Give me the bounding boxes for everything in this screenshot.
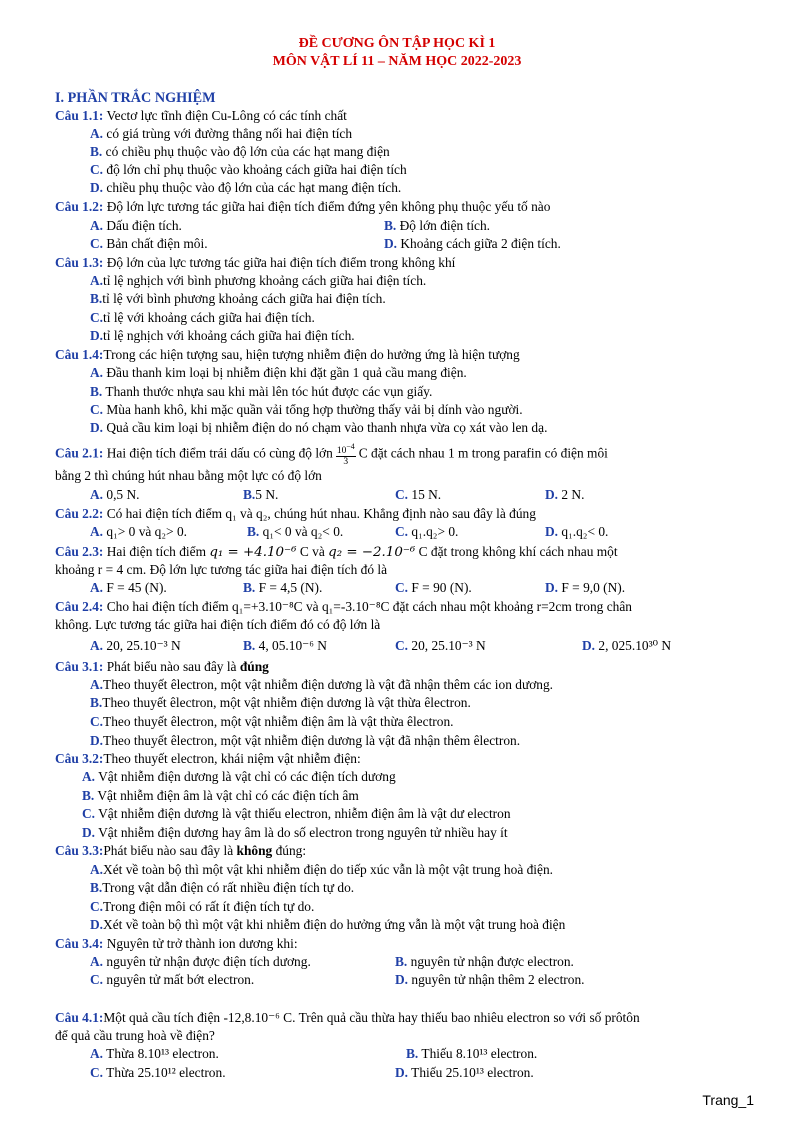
- option: C. Mùa hanh khô, khi mặc quần vải tổng hợp thường thấy vải bị dính vào người.: [90, 402, 523, 417]
- option: D.Xét về toàn bộ thì một vật khi nhiễm điện do hưởng ứng vẫn là một vật trung hoà điện: [90, 917, 566, 932]
- option: A. Thừa 8.10¹³ electron.: [90, 1046, 219, 1061]
- option: C. Bản chất điện môi.: [90, 236, 208, 251]
- question-3-3: Câu 3.3:Phát biểu nào sau đây là không đúng:: [55, 843, 307, 858]
- option: B. nguyên tử nhận được electron.: [395, 954, 574, 969]
- option: B.Theo thuyết êlectron, một vật nhiễm điện dương là vật thừa êlectron.: [90, 695, 471, 710]
- option: A. Đầu thanh kim loại bị nhiễm điện khi đặt gần 1 quả cầu mang điện.: [90, 365, 467, 380]
- question-2-3: Câu 2.3: Hai điện tích điểm q₁ = +4.10⁻⁶ C và q₂ = −2.10⁻⁶ C đặt trong không khí cách nhau một: [55, 544, 618, 560]
- question-2-1-cont: bằng 2 thì chúng hút nhau bằng một lực có độ lớn: [55, 468, 322, 483]
- option: B. Vật nhiễm điện âm là vật chỉ có các điện tích âm: [82, 788, 359, 803]
- option: B.Trong vật dẫn điện có rất nhiều điện tích tự do.: [90, 880, 355, 895]
- question-1-3: Câu 1.3: Độ lớn của lực tương tác giữa hai điện tích điểm trong không khí: [55, 255, 456, 270]
- doc-subtitle: MÔN VẬT LÍ 11 – NĂM HỌC 2022-2023: [272, 54, 522, 69]
- option: B. có chiều phụ thuộc vào độ lớn của các hạt mang điện: [90, 144, 390, 159]
- doc-title: ĐỀ CƯƠNG ÔN TẬP HỌC KÌ 1: [298, 36, 496, 51]
- option: A. có giá trùng với đường thẳng nối hai điện tích: [90, 126, 353, 141]
- option: C.Trong điện môi có rất ít điện tích tự do.: [90, 899, 315, 914]
- question-1-4: Câu 1.4:Trong các hiện tượng sau, hiện tượng nhiễm điện do hưởng ứng là hiện tượng: [55, 347, 520, 362]
- option: B. q₁< 0 và q₂< 0.: [247, 524, 344, 539]
- option: D.Theo thuyết êlectron, một vật nhiễm điện dương là vật đã nhận thêm êlectron.: [90, 733, 521, 748]
- option: D. 2, 025.10³⁰ N: [582, 638, 672, 653]
- option: A.Xét về toàn bộ thì một vật khi nhiễm điện do tiếp xúc vẫn là một vật trung hoà điện.: [90, 862, 554, 877]
- option: C. độ lớn chỉ phụ thuộc vào khoảng cách giữa hai điện tích: [90, 162, 407, 177]
- question-1-1: Câu 1.1: Vectơ lực tĩnh điện Cu-Lông có các tính chất: [55, 108, 347, 123]
- option: D. q₁.q₂< 0.: [545, 524, 609, 539]
- option: C. 15 N.: [395, 487, 442, 502]
- option: C.tỉ lệ với khoảng cách giữa hai điện tích.: [90, 310, 315, 325]
- option: D. nguyên tử nhận thêm 2 electron.: [395, 972, 585, 987]
- option: B. 4, 05.10⁻⁶ N: [243, 638, 327, 653]
- question-4-1: Câu 4.1:Một quả cầu tích điện -12,8.10⁻⁶ C. Trên quả cầu thừa hay thiếu bao nhiêu electron so với số prôtôn: [55, 1010, 640, 1025]
- option: C. Vật nhiễm điện dương là vật thiếu electron, nhiễm điện âm là vật dư electron: [82, 806, 511, 821]
- option: B.5 N.: [243, 487, 279, 502]
- option: B. Thanh thước nhựa sau khi mài lên tóc hút được các vụn giấy.: [90, 384, 433, 399]
- question-3-4: Câu 3.4: Nguyên tử trở thành ion dương khi:: [55, 936, 298, 951]
- question-2-4-cont: không. Lực tương tác giữa hai điện tích điểm đó có độ lớn là: [55, 617, 381, 632]
- option: A. 20, 25.10⁻³ N: [90, 638, 181, 653]
- option: D. Thiếu 25.10¹³ electron.: [395, 1065, 534, 1080]
- fraction: $\frac{10^{-4}}{3}$: [336, 442, 355, 468]
- option: B. F = 4,5 (N).: [243, 580, 323, 595]
- option: C. F = 90 (N).: [395, 580, 472, 595]
- option: C. Thừa 25.10¹² electron.: [90, 1065, 226, 1080]
- option: A. Vật nhiễm điện dương là vật chỉ có các điện tích dương: [82, 769, 396, 784]
- option: A. Dấu điện tích.: [90, 218, 182, 233]
- option: C.Theo thuyết êlectron, một vật nhiễm điện âm là vật thừa êlectron.: [90, 714, 454, 729]
- option: B. Độ lớn điện tích.: [384, 218, 491, 233]
- option: A. F = 45 (N).: [90, 580, 167, 595]
- option: A.Theo thuyết êlectron, một vật nhiễm điện dương là vật đã nhận thêm các ion dương.: [90, 677, 554, 692]
- option: D. Khoảng cách giữa 2 điện tích.: [384, 236, 561, 251]
- option: D.tỉ lệ nghịch với khoảng cách giữa hai điện tích.: [90, 328, 355, 343]
- option: D. 2 N.: [545, 487, 585, 502]
- option: D. F = 9,0 (N).: [545, 580, 626, 595]
- question-2-2: Câu 2.2: Có hai điện tích điểm q₁ và q₂, chúng hút nhau. Khẳng định nào sau đây là đúng: [55, 506, 536, 521]
- option: D. chiều phụ thuộc vào độ lớn của các hạt mang điện tích.: [90, 180, 402, 195]
- question-3-2: Câu 3.2:Theo thuyết electron, khái niệm vật nhiễm điện:: [55, 751, 361, 766]
- option: C. nguyên tử mất bớt electron.: [90, 972, 255, 987]
- option: C. q₁.q₂> 0.: [395, 524, 459, 539]
- option: B. Thiếu 8.10¹³ electron.: [406, 1046, 538, 1061]
- question-2-3-cont: khoảng r = 4 cm. Độ lớn lực tương tác giữa hai điện tích đó là: [55, 562, 388, 577]
- option: D. Quả cầu kim loại bị nhiễm điện do nó chạm vào thanh nhựa vừa cọ xát vào len dạ.: [90, 420, 548, 435]
- option: C. 20, 25.10⁻³ N: [395, 638, 486, 653]
- option: A. nguyên tử nhận được điện tích dương.: [90, 954, 311, 969]
- option: A. 0,5 N.: [90, 487, 140, 502]
- question-2-4: Câu 2.4: Cho hai điện tích điểm q₁=+3.10⁻⁸C và q₁=-3.10⁻⁸C đặt cách nhau một khoảng r=2cm trong chân: [55, 599, 632, 614]
- option: A.tỉ lệ nghịch với bình phương khoảng cách giữa hai điện tích.: [90, 273, 427, 288]
- question-1-2: Câu 1.2: Độ lớn lực tương tác giữa hai điện tích điểm đứng yên không phụ thuộc yếu tố nào: [55, 199, 551, 214]
- question-4-1-cont: để quả cầu trung hoà về điện?: [55, 1028, 215, 1043]
- option: B.tỉ lệ với bình phương khoảng cách giữa hai điện tích.: [90, 291, 386, 306]
- question-2-1: Câu 2.1: Hai điện tích điểm trái dấu có cùng độ lớn $\frac{10^{-4}}{3}$ C đặt cách nhau 1 m trong parafin có điện môi: [55, 442, 608, 468]
- option: A. q₁> 0 và q₂> 0.: [90, 524, 187, 539]
- question-3-1: Câu 3.1: Phát biểu nào sau đây là đúng: [55, 659, 269, 674]
- option: D. Vật nhiễm điện dương hay âm là do số electron trong nguyên tử nhiều hay ít: [82, 825, 508, 840]
- section-heading: I. PHẦN TRẮC NGHIỆM: [55, 90, 216, 106]
- page-number: Trang_1: [702, 1092, 754, 1108]
